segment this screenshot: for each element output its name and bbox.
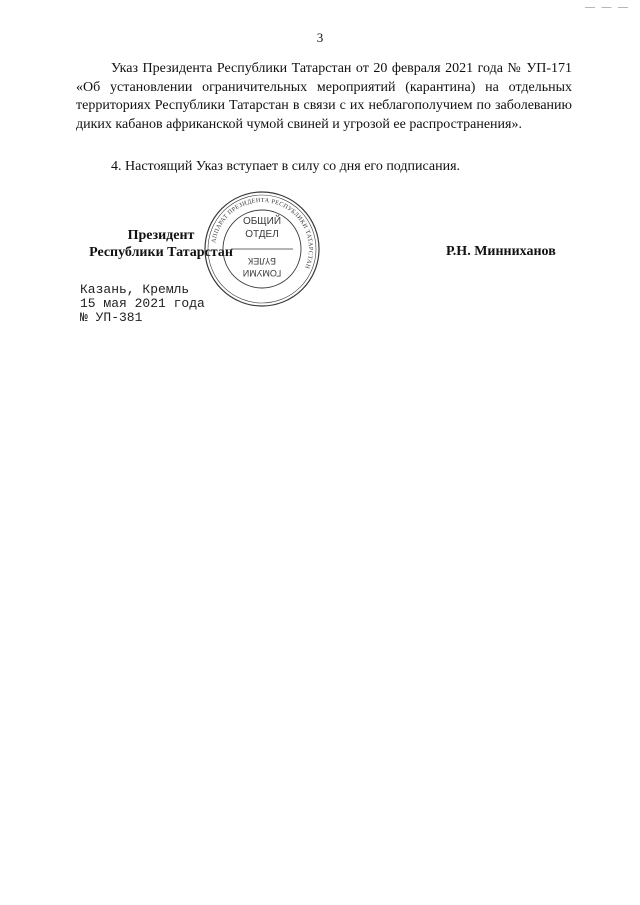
corner-mark: — — — xyxy=(585,2,630,13)
page-number: 3 xyxy=(316,30,324,45)
footer-place: Казань, Кремль xyxy=(80,282,190,297)
seal-text-line2: ОТДЕЛ xyxy=(245,229,279,240)
official-seal-stamp xyxy=(199,190,325,308)
seal-text-line3: БҮЛЕК xyxy=(247,256,277,266)
paragraph-decree-reference: Указ Президента Республики Татарстан от 20 февраля 2021 года № УП-171 «Об установлении ограничительных мероприятий (карантина) на отдельных территориях Республики Татарстан в связи с их неблагополучием по заболеванию диких кабанов африканской чумой свиней и угрозой ее распространения». xyxy=(76,61,572,132)
signatory-title-line1: Президент xyxy=(127,228,195,243)
seal-ring-text: АППАРАТ ПРЕЗИДЕНТА РЕСПУБЛИКИ ТАТАРСТАН xyxy=(210,196,315,270)
footer-date: 15 мая 2021 года xyxy=(80,296,205,311)
paragraph-effective-clause: 4. Настоящий Указ вступает в силу со дня его подписания. xyxy=(111,159,461,174)
signatory-title-line2: Республики Татарстан xyxy=(89,245,233,260)
signatory-name: Р.Н. Минниханов xyxy=(446,244,556,259)
document-footer xyxy=(80,283,205,325)
footer-number: № УП-381 xyxy=(80,310,143,325)
seal-text-line4: ГОМУМИ xyxy=(242,268,282,278)
seal-text-line1: ОБЩИЙ xyxy=(242,216,282,227)
